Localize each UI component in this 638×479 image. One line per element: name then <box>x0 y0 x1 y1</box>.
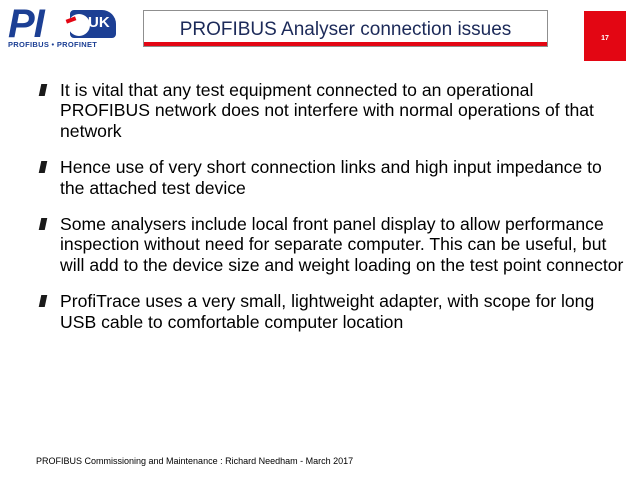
bullet-marker-icon <box>39 161 48 173</box>
slide-title: PROFIBUS Analyser connection issues <box>179 19 512 40</box>
bullet-text: Some analysers include local front panel display to allow performance inspection without need for separate computer. This can be useful, but will add to the device size and weight loading on the test point connector <box>60 214 624 275</box>
logo-pi-text: PI <box>8 2 44 46</box>
bullet-item <box>38 214 628 275</box>
title-underline-bar <box>144 42 547 46</box>
bullet-item <box>38 157 628 198</box>
bullet-text: It is vital that any test equipment connected to an operational PROFIBUS network does not interfere with normal operations of that network <box>60 80 594 141</box>
page-number: 17 <box>601 35 609 42</box>
bullet-text: Hence use of very short connection links and high input impedance to the attached test device <box>60 157 602 198</box>
logo-subtitle: PROFIBUS • PROFINET <box>8 40 98 49</box>
bullet-item <box>38 291 628 332</box>
bullet-marker-icon <box>39 218 48 230</box>
bullet-marker-icon <box>39 84 48 96</box>
profibus-uk-logo <box>6 2 124 52</box>
footer-text: PROFIBUS Commissioning and Maintenance : Richard Needham - March 2017 <box>36 456 354 466</box>
logo-uk-text: UK <box>88 14 110 31</box>
bullet-text: ProfiTrace uses a very small, lightweight adapter, with scope for long USB cable to comfortable computer location <box>60 291 595 332</box>
title-box <box>143 10 548 47</box>
bullet-list <box>38 80 628 348</box>
bullet-item <box>38 80 628 141</box>
page-number-tab <box>584 11 626 61</box>
bullet-marker-icon <box>39 295 48 307</box>
